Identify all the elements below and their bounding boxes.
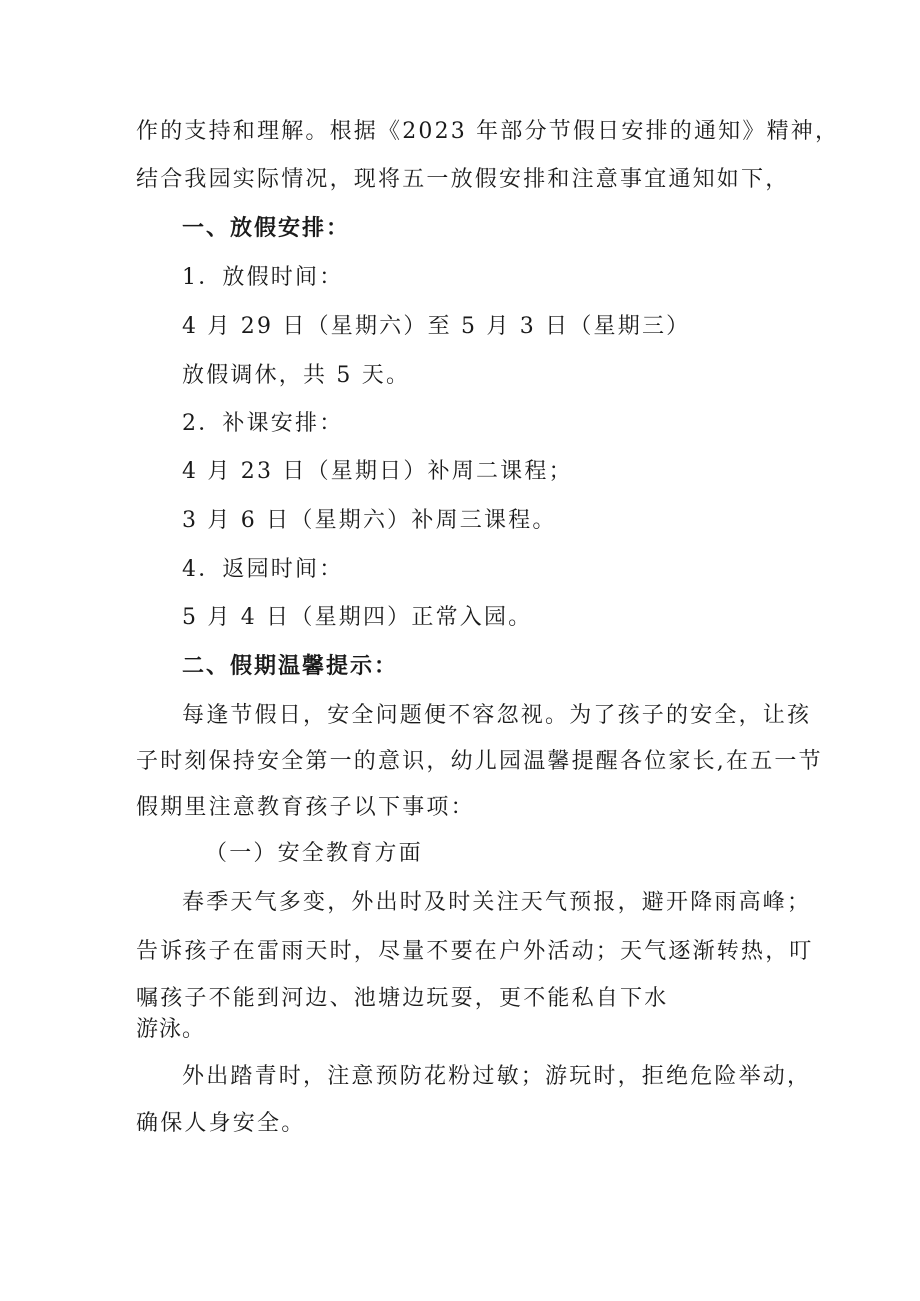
para-1-line-3: 假期里注意教育孩子以下事项： xyxy=(136,795,475,820)
item-1-dates: 4 月 29 日（星期六）至 5 月 3 日（星期三） xyxy=(182,314,691,339)
intro-line-1: 作的支持和理解。根据《2023 年部分节假日安排的通知》精神， xyxy=(136,119,840,144)
para-1-line-2: 子时刻保持安全第一的意识，幼儿园温馨提醒各位家长,在五一节 xyxy=(136,749,823,774)
item-2-line-1: 4 月 23 日（星期日）补周二课程； xyxy=(182,459,573,484)
section-1-heading: 一、放假安排： xyxy=(182,216,351,241)
intro-line-2: 结合我园实际情况，现将五一放假安排和注意事宜通知如下， xyxy=(136,167,790,192)
item-1-note: 放假调休，共 5 天。 xyxy=(182,363,411,388)
item-2-line-2: 3 月 6 日（星期六）补周三课程。 xyxy=(182,508,557,533)
item-2-title: 2．补课安排： xyxy=(182,411,344,436)
para-2-line-2: 告诉孩子在雷雨天时，尽量不要在户外活动；天气逐渐转热，叮 xyxy=(136,939,814,964)
para-2-line-1: 春季天气多变，外出时及时关注天气预报，避开降雨高峰； xyxy=(182,890,812,915)
subsection-1-heading: （一）安全教育方面 xyxy=(205,841,423,866)
para-3-line-1: 外出踏青时，注意预防花粉过敏；游玩时，拒绝危险举动， xyxy=(182,1064,812,1089)
para-2-line-4: 游泳。 xyxy=(136,1017,206,1042)
para-2-line-3: 嘱孩子不能到河边、池塘边玩耍，更不能私自下水 xyxy=(136,986,669,1011)
section-2-heading: 二、假期温馨提示： xyxy=(182,654,399,679)
para-1-line-1: 每逢节假日，安全问题便不容忽视。为了孩子的安全，让孩 xyxy=(182,703,812,728)
item-4-title: 4．返园时间： xyxy=(182,557,344,582)
para-3-line-2: 确保人身安全。 xyxy=(136,1111,306,1136)
item-1-title: 1．放假时间： xyxy=(182,265,344,290)
item-4-line: 5 月 4 日（星期四）正常入园。 xyxy=(182,605,533,630)
